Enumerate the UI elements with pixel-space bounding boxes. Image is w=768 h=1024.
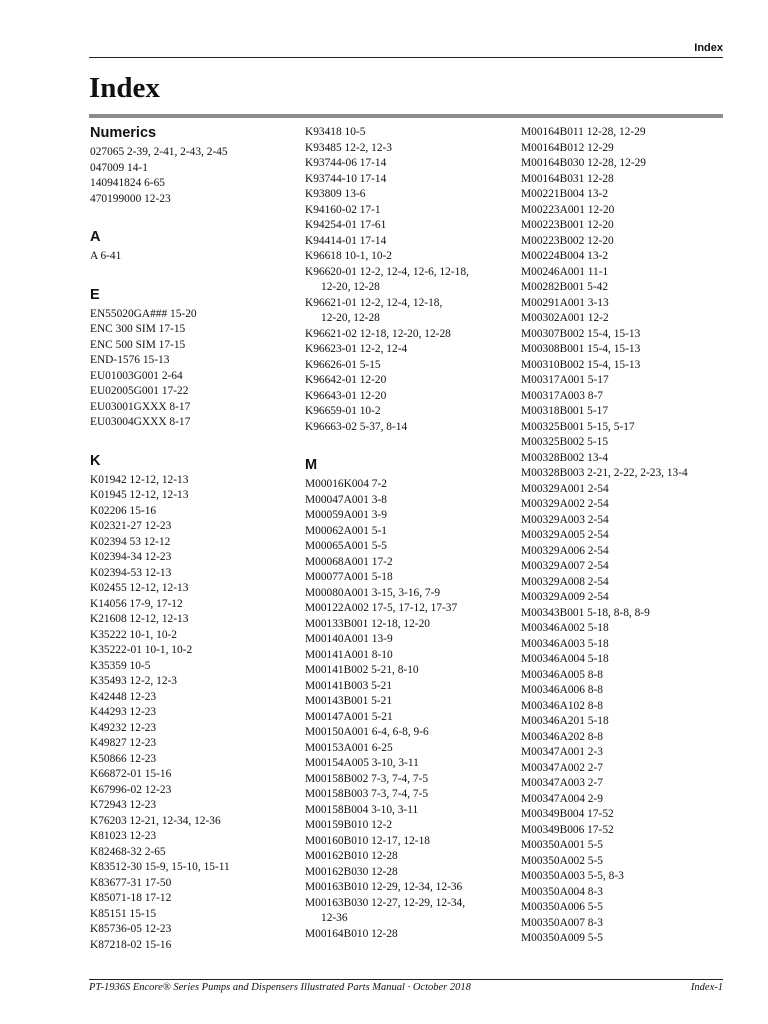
index-entry: K42448 12-23 — [90, 690, 157, 703]
index-entry: K96659-01 10-2 — [305, 405, 381, 417]
index-entry-continuation: 12-20, 12-28 — [321, 281, 380, 293]
index-entry: K87218-02 15-16 — [90, 938, 172, 951]
index-letter-heading: Numerics — [90, 125, 157, 141]
index-entry: M00329A009 2-54 — [521, 591, 609, 603]
index-entry: ENC 500 SIM 17-15 — [90, 338, 186, 351]
index-letter-heading: K — [90, 452, 101, 469]
index-entry: M00159B010 12-2 — [305, 819, 393, 831]
index-entry: M00346A004 5-18 — [521, 653, 609, 665]
index-entry: M00016K004 7-2 — [305, 478, 387, 490]
index-entry-continuation: 12-36 — [321, 912, 348, 924]
index-entry: EU02005G001 17-22 — [90, 385, 189, 397]
index-entry: K83512-30 15-9, 15-10, 15-11 — [90, 861, 230, 873]
index-entry: M00346A006 8-8 — [521, 684, 603, 696]
index-entry: EU01003G001 2-64 — [90, 369, 183, 382]
index-entry: M00329A003 2-54 — [521, 513, 609, 526]
index-entry: M00080A001 3-15, 3-16, 7-9 — [305, 586, 441, 599]
index-entry: K96642-01 12-20 — [305, 374, 387, 386]
index-entry: M00122A002 17-5, 17-12, 17-37 — [305, 602, 458, 614]
index-entry: M00350A006 5-5 — [521, 901, 603, 913]
index-entry-continuation: 12-20, 12-28 — [321, 312, 380, 324]
index-entry: M00223A001 12-20 — [521, 203, 615, 216]
index-entry: M00047A001 3-8 — [305, 493, 387, 506]
index-entry: M00153A001 6-25 — [305, 741, 393, 754]
index-entry: K96663-02 5-37, 8-14 — [305, 420, 408, 433]
index-entry: M00164B011 12-28, 12-29 — [521, 126, 646, 138]
index-entry: K93744-06 17-14 — [305, 157, 387, 169]
index-entry: M00346A202 8-8 — [521, 730, 603, 743]
index-entry: M00325B002 5-15 — [521, 436, 609, 448]
index-entry: M00347A002 2-7 — [521, 761, 603, 774]
index-entry: M00350A004 8-3 — [521, 885, 603, 898]
index-entry: M00164B031 12-28 — [521, 172, 614, 185]
index-entry: M00133B001 12-18, 12-20 — [305, 617, 430, 630]
index-entry: K14056 17-9, 17-12 — [90, 597, 183, 610]
index-entry: K81023 12-23 — [90, 830, 157, 842]
index-entry: K66872-01 15-16 — [90, 768, 172, 780]
index-entry: M00147A001 5-21 — [305, 710, 393, 723]
index-entry: M00077A001 5-18 — [305, 571, 393, 583]
index-entry: M00317A003 8-7 — [521, 389, 603, 402]
index-entry: K94414-01 17-14 — [305, 234, 387, 247]
footer-page-number: Index-1 — [690, 982, 723, 993]
index-letter-heading: E — [90, 286, 100, 303]
index-letter-heading: A — [90, 229, 101, 245]
index-entry: M00328B003 2-21, 2-22, 2-23, 13-4 — [521, 467, 688, 479]
index-entry: M00246A001 11-1 — [521, 265, 609, 278]
index-entry: M00150A001 6-4, 6-8, 9-6 — [305, 726, 429, 738]
index-entry: K21608 12-12, 12-13 — [90, 613, 189, 625]
index-column-1 — [90, 125, 304, 953]
index-entry: K96626-01 5-15 — [305, 358, 381, 371]
index-column-3 — [521, 125, 735, 947]
index-entry: M00163B030 12-27, 12-29, 12-34, — [305, 896, 466, 909]
index-entry: K85071-18 17-12 — [90, 892, 172, 904]
index-entry: K02321-27 12-23 — [90, 520, 172, 532]
index-entry: K85151 15-15 — [90, 907, 157, 920]
index-entry: M00347A001 2-3 — [521, 746, 603, 758]
index-entry: 470199000 12-23 — [90, 192, 171, 205]
index-entry: K96643-01 12-20 — [305, 389, 387, 402]
index-entry: K82468-32 2-65 — [90, 845, 166, 858]
index-entry: M00329A008 2-54 — [521, 575, 609, 588]
index-entry: M00162B010 12-28 — [305, 850, 398, 862]
index-entry: K96623-01 12-2, 12-4 — [305, 343, 408, 355]
index-entry: K01945 12-12, 12-13 — [90, 489, 189, 501]
index-entry: K93809 13-6 — [305, 188, 366, 200]
index-entry: M00349B006 17-52 — [521, 823, 614, 836]
index-entry: M00328B002 13-4 — [521, 451, 609, 464]
index-entry: M00164B030 12-28, 12-29 — [521, 157, 646, 169]
index-entry: K96621-02 12-18, 12-20, 12-28 — [305, 327, 451, 340]
index-entry: M00223B001 12-20 — [521, 219, 614, 231]
index-entry: M00062A001 5-1 — [305, 524, 387, 537]
index-entry: M00346A102 8-8 — [521, 699, 603, 712]
index-entry: M00346A002 5-18 — [521, 622, 609, 634]
index-entry: EU03004GXXX 8-17 — [90, 416, 191, 428]
footer-rule — [89, 979, 723, 980]
index-entry: K35359 10-5 — [90, 659, 151, 672]
index-entry: M00350A009 5-5 — [521, 932, 603, 944]
index-entry: K02394-34 12-23 — [90, 551, 172, 563]
index-entry: M00350A007 8-3 — [521, 916, 603, 929]
index-entry: M00158B003 7-3, 7-4, 7-5 — [305, 788, 429, 800]
index-entry: A 6-41 — [90, 250, 122, 262]
index-entry: K94254-01 17-61 — [305, 219, 387, 231]
index-entry: K96618 10-1, 10-2 — [305, 250, 393, 262]
index-entry: M00343B001 5-18, 8-8, 8-9 — [521, 606, 650, 619]
index-entry: M00068A001 17-2 — [305, 555, 393, 568]
index-entry: K02394-53 12-13 — [90, 566, 172, 579]
index-entry: M00350A001 5-5 — [521, 839, 603, 851]
index-entry: K01942 12-12, 12-13 — [90, 473, 189, 486]
index-entry: M00329A005 2-54 — [521, 529, 609, 541]
index-letter-heading: M — [305, 457, 318, 473]
index-entry: M00325B001 5-15, 5-17 — [521, 420, 635, 433]
index-entry: M00350A002 5-5 — [521, 854, 603, 867]
index-entry: M00141B002 5-21, 8-10 — [305, 664, 419, 676]
index-entry: M00140A001 13-9 — [305, 633, 393, 645]
index-entry: K72943 12-23 — [90, 799, 157, 811]
index-entry: K35493 12-2, 12-3 — [90, 675, 178, 687]
index-entry: K93744-10 17-14 — [305, 172, 387, 185]
index-entry: 027065 2-39, 2-41, 2-43, 2-45 — [90, 146, 228, 158]
index-entry: K02455 12-12, 12-13 — [90, 582, 189, 594]
index-entry: M00346A003 5-18 — [521, 637, 609, 650]
index-entry: M00282B001 5-42 — [521, 281, 609, 293]
index-entry: K49232 12-23 — [90, 721, 157, 734]
index-entry: K96621-01 12-2, 12-4, 12-18, — [305, 296, 443, 309]
index-entry: K35222 10-1, 10-2 — [90, 628, 178, 641]
index-entry: M00317A001 5-17 — [521, 374, 609, 386]
index-entry: M00347A004 2-9 — [521, 792, 603, 805]
index-entry: K83677-31 17-50 — [90, 876, 172, 889]
index-entry: 047009 14-1 — [90, 161, 148, 174]
index-entry: M00307B002 15-4, 15-13 — [521, 327, 641, 340]
index-entry: M00065A001 5-5 — [305, 540, 387, 552]
index-entry: K50866 12-23 — [90, 752, 157, 765]
index-entry: K02206 15-16 — [90, 504, 157, 517]
index-entry: EU03001GXXX 8-17 — [90, 400, 191, 413]
index-entry: K94160-02 17-1 — [305, 203, 381, 216]
index-entry: K93418 10-5 — [305, 126, 366, 138]
index-entry: M00302A001 12-2 — [521, 312, 609, 324]
index-entry: M00158B002 7-3, 7-4, 7-5 — [305, 772, 429, 785]
index-entry: M00162B030 12-28 — [305, 865, 398, 878]
page-title: Index — [89, 72, 160, 104]
index-entry: M00318B001 5-17 — [521, 405, 609, 417]
index-entry: M00329A007 2-54 — [521, 560, 609, 572]
index-entry: K85736-05 12-23 — [90, 923, 172, 935]
title-bar — [89, 114, 723, 118]
index-entry: M00154A005 3-10, 3-11 — [305, 757, 419, 769]
footer-manual-title: PT-1936S Encore® Series Pumps and Dispensers Illustrated Parts Manual · October 2018 — [89, 982, 471, 993]
index-entry: K02394 53 12-12 — [90, 535, 171, 548]
index-entry: M00164B010 12-28 — [305, 927, 398, 940]
header-rule — [89, 57, 723, 58]
index-entry: M00329A001 2-54 — [521, 482, 609, 495]
index-entry: M00349B004 17-52 — [521, 808, 614, 820]
index-entry: 140941824 6-65 — [90, 177, 165, 189]
index-entry: EN55020GA### 15-20 — [90, 307, 197, 320]
index-entry: M00141B003 5-21 — [305, 679, 393, 692]
index-entry: M00350A003 5-5, 8-3 — [521, 870, 624, 882]
index-entry: M00329A002 2-54 — [521, 498, 609, 510]
index-entry: M00160B010 12-17, 12-18 — [305, 834, 430, 847]
index-entry: K96620-01 12-2, 12-4, 12-6, 12-18, — [305, 265, 469, 278]
index-entry: M00163B010 12-29, 12-34, 12-36 — [305, 881, 463, 893]
index-entry: M00158B004 3-10, 3-11 — [305, 803, 419, 816]
index-entry: M00346A201 5-18 — [521, 715, 609, 727]
index-entry: M00143B001 5-21 — [305, 695, 393, 707]
index-entry: K76203 12-21, 12-34, 12-36 — [90, 814, 221, 827]
index-entry: END-1576 15-13 — [90, 354, 170, 366]
index-entry: M00224B004 13-2 — [521, 250, 609, 262]
index-entry: M00059A001 3-9 — [305, 509, 387, 521]
index-entry: M00329A006 2-54 — [521, 544, 609, 557]
index-entry: M00141A001 8-10 — [305, 648, 393, 661]
index-entry: ENC 300 SIM 17-15 — [90, 323, 186, 335]
index-entry: K93485 12-2, 12-3 — [305, 141, 393, 154]
index-entry: K49827 12-23 — [90, 737, 157, 749]
index-entry: M00308B001 15-4, 15-13 — [521, 343, 641, 355]
index-column-2 — [305, 125, 519, 942]
index-entry: M00221B004 13-2 — [521, 188, 609, 200]
index-entry: M00223B002 12-20 — [521, 234, 614, 247]
index-entry: M00346A005 8-8 — [521, 668, 603, 681]
index-entry: M00291A001 3-13 — [521, 296, 609, 309]
index-entry: M00164B012 12-29 — [521, 141, 614, 154]
index-entry: K35222-01 10-1, 10-2 — [90, 644, 193, 656]
index-entry: M00310B002 15-4, 15-13 — [521, 358, 641, 371]
running-head: Index — [694, 42, 723, 54]
index-entry: M00347A003 2-7 — [521, 777, 603, 789]
index-entry: K67996-02 12-23 — [90, 783, 172, 796]
index-entry: K44293 12-23 — [90, 706, 157, 718]
